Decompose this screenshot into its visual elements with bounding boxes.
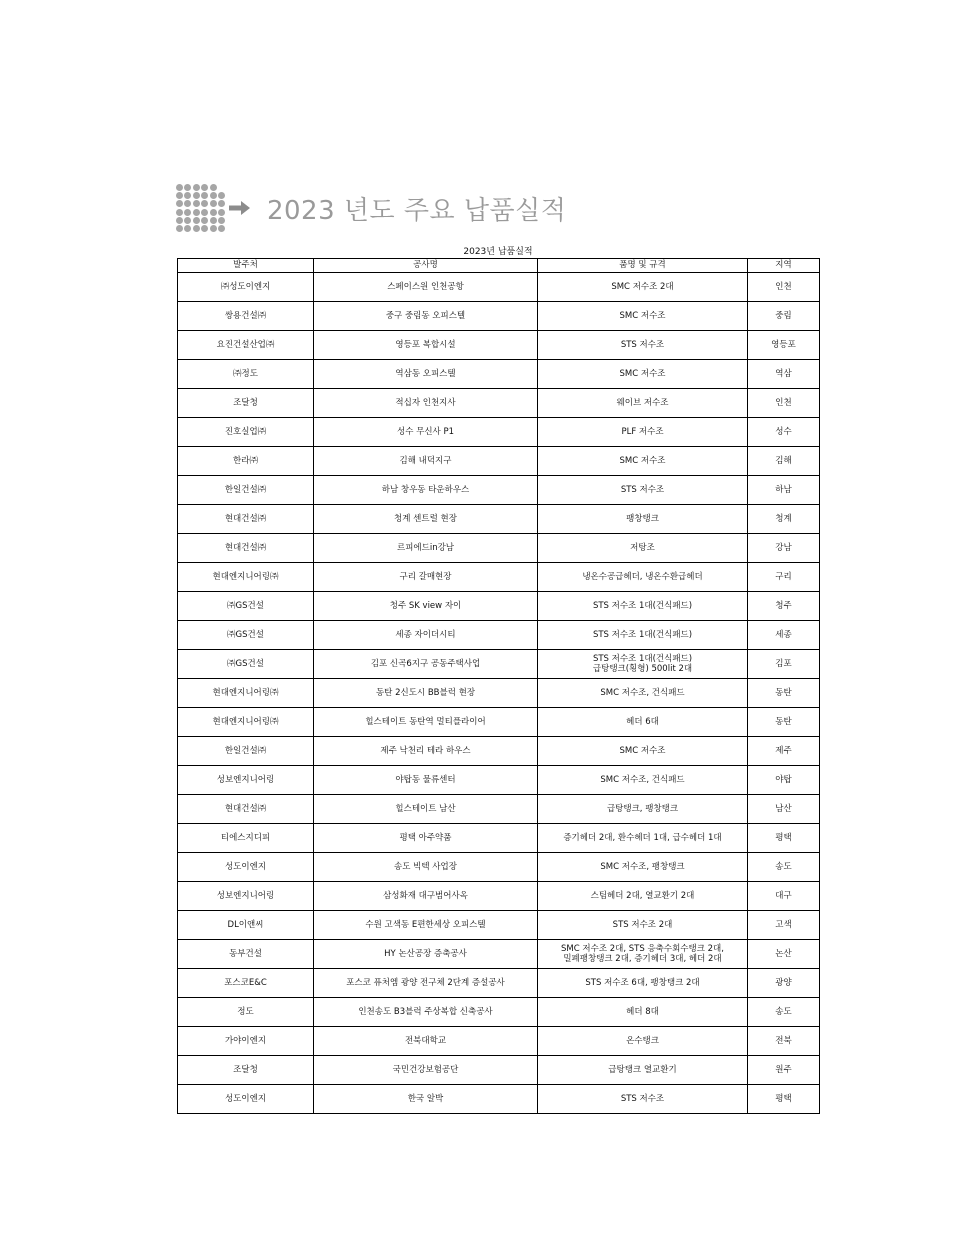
- cell-product: [538, 766, 748, 795]
- table-row: [178, 360, 820, 389]
- table-row: [178, 940, 820, 969]
- table-row: [178, 505, 820, 534]
- cell-region: 김포: [748, 650, 820, 679]
- table-row: [178, 737, 820, 766]
- cell-product: [538, 795, 748, 824]
- cell-client: 티에스지디피: [178, 824, 314, 853]
- cell-product-line: 헤더 8대: [626, 1007, 659, 1017]
- table-row: [178, 824, 820, 853]
- cell-client: 현대건설㈜: [178, 505, 314, 534]
- cell-product: [538, 273, 748, 302]
- cell-product-line: 스팀헤더 2대, 열교환기 2대: [590, 891, 695, 901]
- cell-product-line: 급탕탱크(횡형) 500lit 2대: [592, 664, 693, 674]
- cell-region: 청주: [748, 592, 820, 621]
- column-header-client: 발주처: [178, 259, 314, 273]
- cell-product: [538, 505, 748, 534]
- cell-region: 구리: [748, 563, 820, 592]
- cell-product: [538, 650, 748, 679]
- cell-region: 김해: [748, 447, 820, 476]
- cell-region: 논산: [748, 940, 820, 969]
- cell-product-line: SMC 저수조, 건식패드: [600, 775, 685, 785]
- cell-region: 성수: [748, 418, 820, 447]
- cell-product-line: STS 저수조: [620, 1094, 665, 1104]
- table-row: [178, 1027, 820, 1056]
- cell-client: 현대엔지니어링㈜: [178, 679, 314, 708]
- table-row: [178, 273, 820, 302]
- cell-client: 현대건설㈜: [178, 534, 314, 563]
- cell-region: 인천: [748, 273, 820, 302]
- cell-product-line: SMC 저수조, 팽창탱크: [600, 862, 685, 872]
- table-caption: 2023년 납품실적: [463, 247, 533, 257]
- cell-product: [538, 302, 748, 331]
- cell-product-line: 온수탱크: [626, 1036, 659, 1046]
- cell-region: 야탑: [748, 766, 820, 795]
- cell-project: 제주 낙천리 테라 하우스: [314, 737, 538, 766]
- cell-project: HY 논산공장 증축공사: [314, 940, 538, 969]
- cell-project: 힐스테이트 남산: [314, 795, 538, 824]
- cell-product: [538, 331, 748, 360]
- cell-region: 대구: [748, 882, 820, 911]
- table-row: [178, 302, 820, 331]
- cell-region: 평택: [748, 824, 820, 853]
- cell-product-line: 급탕탱크 열교환기: [608, 1065, 677, 1075]
- cell-client: 성도이엔지: [178, 853, 314, 882]
- cell-project: 하남 창우동 타운하우스: [314, 476, 538, 505]
- cell-project: 평택 아주약품: [314, 824, 538, 853]
- cell-product-line: 냉온수공급헤더, 냉온수환급헤더: [582, 572, 703, 582]
- table-row: [178, 621, 820, 650]
- cell-product-line: 저탕조: [630, 543, 655, 553]
- cell-region: 강남: [748, 534, 820, 563]
- cell-client: ㈜GS건설: [178, 592, 314, 621]
- table-row: [178, 1056, 820, 1085]
- column-header-project: 공사명: [314, 259, 538, 273]
- page-title: 2023 년도 주요 납품실적: [266, 195, 567, 226]
- cell-product-line: SMC 저수조 2대: [611, 282, 674, 292]
- cell-client: 쌍용건설㈜: [178, 302, 314, 331]
- table-header-row: [178, 259, 820, 273]
- cell-product: [538, 476, 748, 505]
- cell-product-line: PLF 저수조: [621, 427, 664, 437]
- cell-project: 구리 갈매현장: [314, 563, 538, 592]
- cell-client: 포스코E&C: [178, 969, 314, 998]
- cell-product: [538, 708, 748, 737]
- cell-product: [538, 592, 748, 621]
- cell-project: 스페이스원 인천공항: [314, 273, 538, 302]
- cell-region: 남산: [748, 795, 820, 824]
- cell-client: 현대건설㈜: [178, 795, 314, 824]
- table-row: [178, 476, 820, 505]
- table-row: [178, 1085, 820, 1114]
- cell-project: 송도 빅텍 사업장: [314, 853, 538, 882]
- cell-client: 한라㈜: [178, 447, 314, 476]
- cell-project: 한국 알박: [314, 1085, 538, 1114]
- cell-product: [538, 853, 748, 882]
- cell-region: 제주: [748, 737, 820, 766]
- cell-project: 중구 중림동 오피스텔: [314, 302, 538, 331]
- cell-region: 원주: [748, 1056, 820, 1085]
- cell-client: 한일건설㈜: [178, 737, 314, 766]
- cell-region: 인천: [748, 389, 820, 418]
- cell-region: 동탄: [748, 708, 820, 737]
- cell-product-line: 헤더 6대: [626, 717, 659, 727]
- cell-product: [538, 824, 748, 853]
- column-header-region: 지역: [748, 259, 820, 273]
- cell-client: 현대엔지니어링㈜: [178, 563, 314, 592]
- cell-product-line: SMC 저수조: [619, 311, 666, 321]
- table-row: [178, 418, 820, 447]
- table-row: [178, 795, 820, 824]
- cell-region: 중림: [748, 302, 820, 331]
- cell-region: 고색: [748, 911, 820, 940]
- cell-project: 김포 신곡6지구 공동주택사업: [314, 650, 538, 679]
- table-row: [178, 882, 820, 911]
- table-row: [178, 998, 820, 1027]
- cell-product: [538, 360, 748, 389]
- cell-product-line: 팽창탱크: [626, 514, 659, 524]
- cell-product-line: STS 저수조: [620, 340, 665, 350]
- cell-region: 광양: [748, 969, 820, 998]
- table-row: [178, 534, 820, 563]
- cell-product-line: 증기헤더 2대, 환수헤더 1대, 급수헤더 1대: [563, 833, 722, 843]
- cell-project: 성수 무신사 P1: [314, 418, 538, 447]
- cell-project: 인천송도 B3블럭 주상복합 신축공사: [314, 998, 538, 1027]
- cell-project: 영등포 복합시설: [314, 331, 538, 360]
- cell-client: ㈜정도: [178, 360, 314, 389]
- table-body: [178, 273, 820, 1114]
- cell-project: 르피에드in강남: [314, 534, 538, 563]
- cell-region: 송도: [748, 998, 820, 1027]
- table-row: [178, 911, 820, 940]
- cell-product: [538, 621, 748, 650]
- cell-product-line: STS 저수조 6대, 팽창탱크 2대: [585, 978, 700, 988]
- table-row: [178, 679, 820, 708]
- table-row: [178, 563, 820, 592]
- table-row: [178, 969, 820, 998]
- cell-product-line: SMC 저수조: [619, 746, 666, 756]
- cell-client: 현대엔지니어링㈜: [178, 708, 314, 737]
- cell-client: 조달청: [178, 389, 314, 418]
- table-row: [178, 447, 820, 476]
- table-row: [178, 592, 820, 621]
- cell-product-line: 밀폐팽창탱크 2대, 증기헤더 3대, 헤더 2대: [563, 954, 722, 964]
- cell-product-line: SMC 저수조: [619, 456, 666, 466]
- cell-client: 진호실업㈜: [178, 418, 314, 447]
- cell-client: 조달청: [178, 1056, 314, 1085]
- cell-product-line: 웨이브 저수조: [616, 398, 669, 408]
- table-row: [178, 766, 820, 795]
- cell-project: 동탄 2신도시 BB블럭 현장: [314, 679, 538, 708]
- cell-client: ㈜GS건설: [178, 650, 314, 679]
- cell-client: 동부건설: [178, 940, 314, 969]
- cell-product: [538, 969, 748, 998]
- cell-project: 김해 내덕지구: [314, 447, 538, 476]
- cell-client: 정도: [178, 998, 314, 1027]
- cell-product-line: STS 저수조: [620, 485, 665, 495]
- cell-product: [538, 1027, 748, 1056]
- cell-product-line: STS 저수조 1대(건식패드): [592, 601, 693, 611]
- delivery-record-table: [177, 258, 820, 1114]
- arrow-right-icon: [229, 200, 251, 216]
- cell-client: ㈜GS건설: [178, 621, 314, 650]
- cell-region: 동탄: [748, 679, 820, 708]
- cell-region: 세종: [748, 621, 820, 650]
- cell-client: 성보엔지니어링: [178, 766, 314, 795]
- cell-product: [538, 534, 748, 563]
- cell-client: 요진건설산업㈜: [178, 331, 314, 360]
- cell-project: 수원 고색동 E편한세상 오피스텔: [314, 911, 538, 940]
- page-header: [176, 182, 566, 234]
- column-header-product: 품명 및 규격: [538, 259, 748, 273]
- cell-product: [538, 563, 748, 592]
- cell-region: 청계: [748, 505, 820, 534]
- cell-project: 삼성화재 대구범어사옥: [314, 882, 538, 911]
- cell-product: [538, 911, 748, 940]
- cell-product-line: SMC 저수조: [619, 369, 666, 379]
- cell-product: [538, 940, 748, 969]
- cell-product-line: SMC 저수조, 건식패드: [600, 688, 685, 698]
- cell-project: 야탑동 물류센터: [314, 766, 538, 795]
- cell-product-line: STS 저수조 1대(건식패드): [592, 630, 693, 640]
- cell-client: 한일건설㈜: [178, 476, 314, 505]
- table-row: [178, 853, 820, 882]
- cell-product-line: SMC 저수조 2대, STS 응축수회수탱크 2대,: [561, 944, 724, 954]
- cell-project: 적십자 인천지사: [314, 389, 538, 418]
- cell-client: 성보엔지니어링: [178, 882, 314, 911]
- cell-product: [538, 1085, 748, 1114]
- table-row: [178, 389, 820, 418]
- cell-product: [538, 447, 748, 476]
- cell-product: [538, 1056, 748, 1085]
- cell-project: 청주 SK view 자이: [314, 592, 538, 621]
- cell-region: 영등포: [748, 331, 820, 360]
- cell-product: [538, 389, 748, 418]
- cell-product: [538, 737, 748, 766]
- cell-project: 역삼동 오피스텔: [314, 360, 538, 389]
- cell-product: [538, 679, 748, 708]
- cell-region: 하남: [748, 476, 820, 505]
- table-row: [178, 650, 820, 679]
- cell-region: 역삼: [748, 360, 820, 389]
- cell-product-line: STS 저수조 1대(건식패드): [592, 654, 693, 664]
- cell-region: 전북: [748, 1027, 820, 1056]
- cell-region: 평택: [748, 1085, 820, 1114]
- cell-project: 국민건강보험공단: [314, 1056, 538, 1085]
- cell-product: [538, 998, 748, 1027]
- cell-client: 가야이엔지: [178, 1027, 314, 1056]
- table-row: [178, 331, 820, 360]
- cell-project: 포스코 퓨처엠 광양 전구체 2단계 증설공사: [314, 969, 538, 998]
- cell-client: DL이앤씨: [178, 911, 314, 940]
- cell-project: 전북대학교: [314, 1027, 538, 1056]
- cell-region: 송도: [748, 853, 820, 882]
- cell-product: [538, 882, 748, 911]
- cell-project: 청계 센트럴 현장: [314, 505, 538, 534]
- cell-project: 세종 자이더시티: [314, 621, 538, 650]
- cell-project: 힐스테이트 동탄역 멀티플라이어: [314, 708, 538, 737]
- cell-product: [538, 418, 748, 447]
- dot-grid-icon: [176, 184, 225, 233]
- table-row: [178, 708, 820, 737]
- cell-product-line: STS 저수조 2대: [612, 920, 673, 930]
- cell-client: ㈜성도이엔지: [178, 273, 314, 302]
- cell-product-line: 급탕탱크, 팽창탱크: [606, 804, 679, 814]
- cell-client: 성도이엔지: [178, 1085, 314, 1114]
